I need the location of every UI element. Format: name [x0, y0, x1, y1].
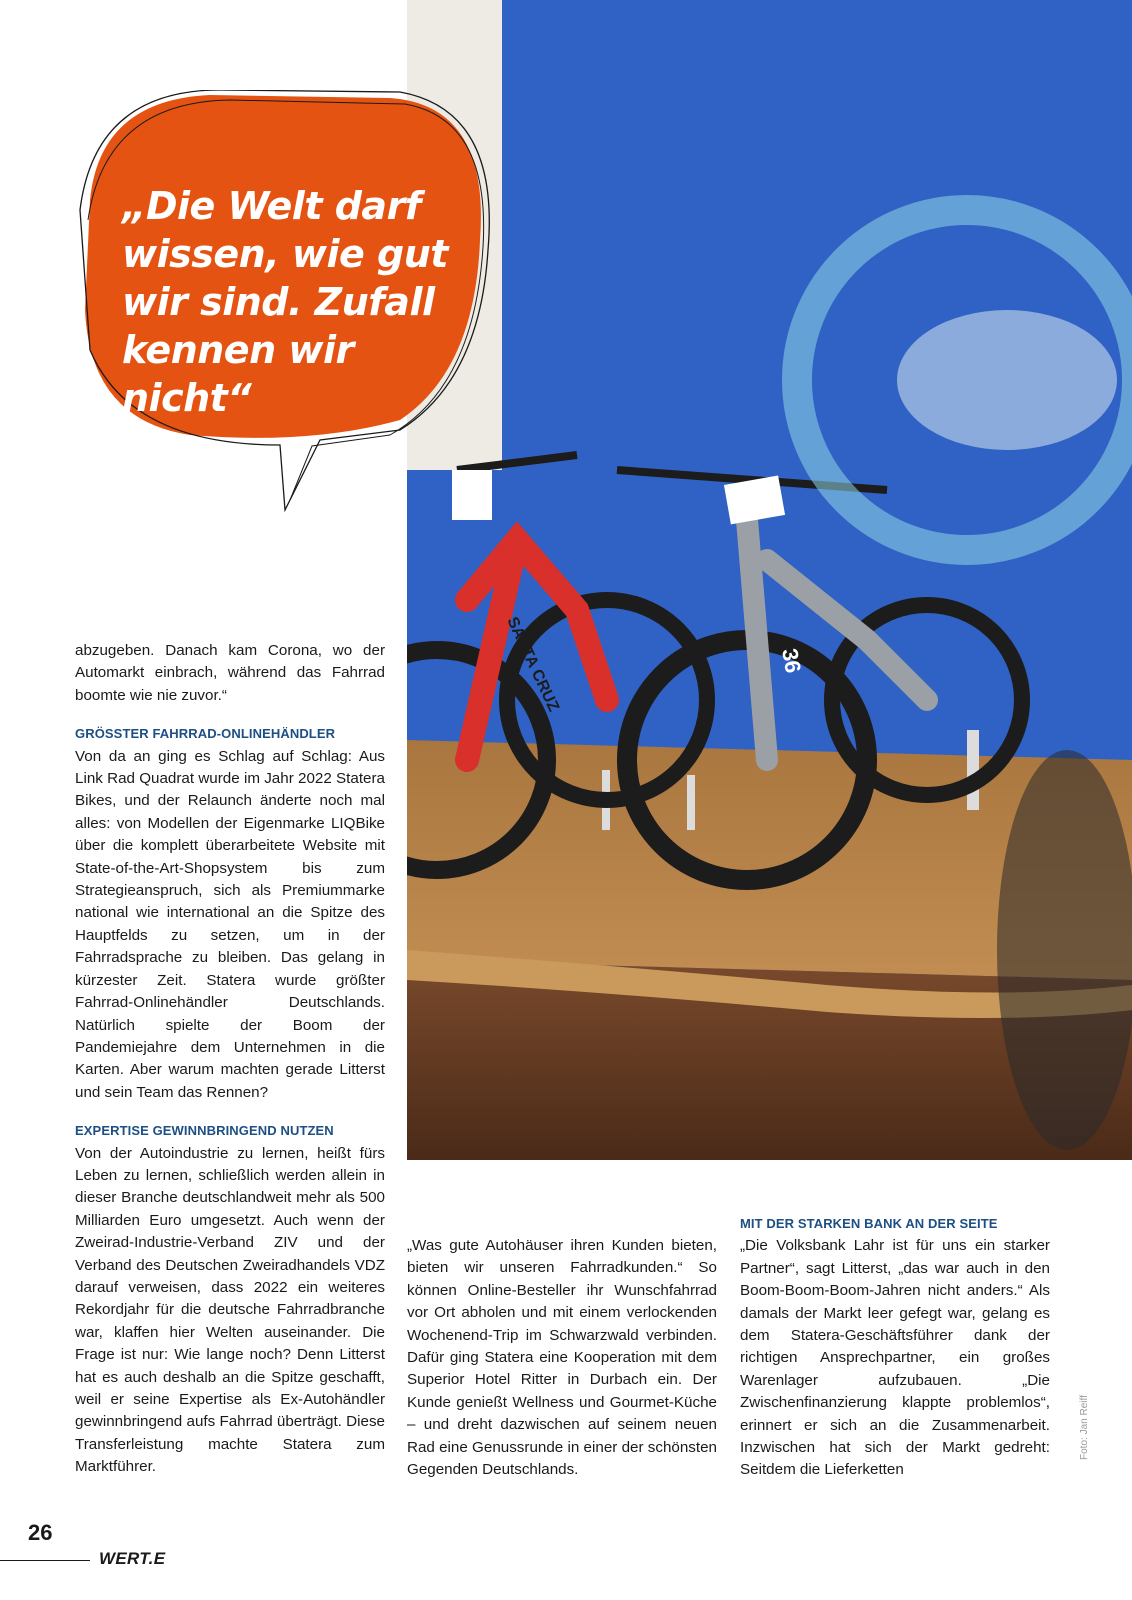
quote-line: wissen, wie gut [122, 232, 448, 276]
magazine-brand: WERT.E [99, 1549, 166, 1568]
paragraph: „Was gute Autohäuser ihren Kunden bieten, bieten wir unseren Fahrradkunden.“ So können Online-Besteller ihr Wunschfahrrad vor Ort abholen und mit einem verlockenden Wochenend-Trip im Schwarzwald verbinden. Dafür ging Statera eine Kooperation mit dem Superior Hotel Ritter in Durbach ein. Der Kunde genießt Wellness und Gourmet-Küche – und dreht dazwischen auf seinem neuen Rad eine Genussrunde in einer der schönsten Gegenden Deutschlands. [407, 1237, 717, 1479]
section-heading: GRÖSSTER FAHRRAD-ONLINEHÄNDLER [75, 726, 336, 742]
paragraph: abzugeben. Danach kam Corona, wo der Automarkt einbrach, während das Fahrrad boomte wie nie zuvor.“ [75, 642, 385, 704]
pull-quote [122, 182, 482, 422]
paragraph: Von da an ging es Schlag auf Schlag: Aus Link Rad Quadrat wurde im Jahr 2022 Statera Bikes, und der Relaunch änderte noch mal alles: von Modellen der Eigenmarke LIQBike über die komplett überarbeitete Website mit State-of-the-Art-Shopsystem bis zum Strategieanspruch, sich als Premiummarke national wie international an die Spitze des Hauptfelds zu setzen, um in der Fahrradsprache zu bleiben. Das gelang in kürzester Zeit. Statera wurde größter Fahrrad-Onlinehändler Deutschlands. Natürlich spielte der Boom der Pandemiejahre dem Unternehmen in die Karten. Aber warum machten gerade Litterst und sein Team das Rennen? [75, 747, 385, 1101]
paragraph: Von der Autoindustrie zu lernen, heißt fürs Leben zu lernen, schließlich werden allein in dieser Branche deutschlandweit mehr als 500 Milliarden Euro umgesetzt. Auch wenn der Zweirad-Industrie-Verband ZIV und der Verband des Deutschen Zweiradhandels VDZ darauf verweisen, dass 2022 ein weiteres Rekordjahr für die deutsche Fahrradbranche war, klaffen hier Welten auseinander. Die Frage ist nur: Wie lange noch? Denn Litterst hat es auch deshalb an die Spitze geschafft, weil er seine Expertise als Ex-Autohändler gewinnbringend aufs Fahrrad überträgt. Diese Transferleistung machte Statera zum Marktführer. [75, 1144, 385, 1476]
text-column-1 [75, 640, 385, 1479]
text-column-3 [740, 1213, 1050, 1482]
bike-brand-text: SANTA CRUZ [503, 614, 562, 715]
quote-bubble [70, 90, 500, 520]
photo-illustration [407, 0, 1132, 1160]
section-heading: MIT DER STARKEN BANK AN DER SEITE [740, 1216, 998, 1231]
footer-rule [0, 1560, 90, 1561]
bike-number-text: 36 [777, 646, 806, 675]
page-number: 26 [28, 1520, 53, 1545]
section-heading: EXPERTISE GEWINNBRINGEND NUTZEN [75, 1123, 334, 1139]
quote-line: „Die Welt darf [122, 184, 421, 228]
text-column-2 [407, 1235, 717, 1481]
paragraph: „Die Volksbank Lahr ist für uns ein starker Partner“, sagt Litterst, „das war auch in den Boom-Boom-Boom-Jahren nicht anders.“ Als damals der Markt leer gefegt war, gelang es dem Statera-Geschäftsführer dank der richtigen Ansprechpartner, ein großes Warenlager aufzubauen. „Die Zwischenfinanzierung klappte problemlos“, erinnert er sich an die Zusammenarbeit. Inzwischen hat sich der Markt gedreht: Seitdem die Lieferketten [740, 1237, 1050, 1479]
quote-line: kennen wir nicht“ [122, 328, 354, 420]
bike-shop-photo [407, 0, 1132, 1160]
quote-line: wir sind. Zufall [122, 280, 435, 324]
photo-credit: Foto: Jan Reiff [1079, 1395, 1090, 1460]
